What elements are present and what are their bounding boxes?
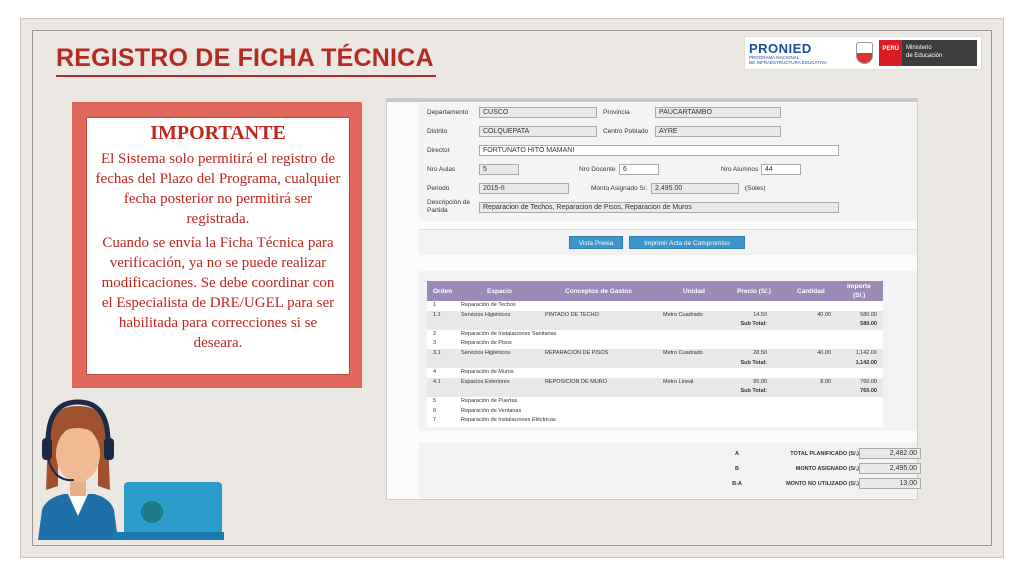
cell-importe: 760.00 — [860, 378, 877, 385]
form-screenshot — [386, 98, 918, 500]
alumnos-field[interactable]: 44 — [761, 164, 801, 175]
pronied-name: PRONIED — [749, 40, 812, 56]
support-agent-illustration — [34, 398, 224, 540]
total-code: A — [735, 451, 739, 457]
cell-orden: 7 — [433, 417, 437, 424]
total-label: TOTAL PLANIFICADO (S/.) — [790, 451, 859, 457]
totals-row — [419, 476, 917, 491]
cell-precio: Sub Total: — [740, 321, 767, 328]
col-orden: Orden — [433, 288, 453, 295]
pronied-logo — [749, 42, 848, 65]
table-row — [427, 397, 883, 407]
slide-title: REGISTRO DE FICHA TÉCNICA — [56, 44, 434, 72]
descripcion-label-2: Partida — [427, 207, 448, 214]
periodo-field[interactable]: 2015-II — [479, 183, 569, 194]
cell-importe: 760.00 — [860, 388, 877, 395]
ministerio-badge — [902, 40, 977, 66]
total-code: B — [735, 466, 739, 472]
totals-row — [419, 461, 917, 476]
cell-espacio: Reparación de Muros — [461, 369, 514, 376]
table-row — [427, 349, 883, 359]
cell-espacio: Reparación de Techos — [461, 302, 516, 308]
totals-panel — [419, 442, 917, 498]
total-value-field[interactable]: 13.00 — [859, 478, 921, 489]
alumnos-label: Nro Alumnos — [721, 166, 759, 173]
cell-concepto: PINTADO DE TECHO — [545, 311, 599, 318]
table-row — [427, 301, 883, 311]
important-paragraph-1: El Sistema solo permitirá el registro de fechas del Plazo del Programa, cualquier fecha posterior no permitirá ser registrada. — [95, 151, 341, 227]
table-row — [427, 368, 883, 378]
departamento-label: Departamento — [427, 109, 469, 116]
cell-precio: Sub Total: — [740, 359, 767, 366]
table-row — [427, 330, 883, 340]
table-row — [427, 416, 883, 426]
cell-concepto: REPARACION DE PISOS — [545, 350, 609, 356]
cell-unidad: Metro Cuadrado — [663, 311, 703, 318]
cell-espacio: Reparación de Instalaciones Eléctricas — [461, 417, 556, 424]
cell-orden: 1.1 — [433, 311, 441, 318]
aulas-field[interactable]: 5 — [479, 164, 519, 175]
total-value-field[interactable]: 2,482.00 — [859, 448, 921, 459]
monto-asignado-label: Monto Asignado S/. — [591, 185, 648, 192]
table-row — [427, 339, 883, 349]
cell-espacio: Reparación de Puertas — [461, 398, 518, 404]
ficha-form — [419, 103, 917, 221]
docente-field[interactable]: 6 — [619, 164, 659, 175]
cell-unidad: Metro Lineal — [663, 378, 694, 385]
table-row — [427, 311, 883, 321]
cell-espacio: Servicios Higiénicos — [461, 311, 511, 318]
cell-cantidad: 8.00 — [820, 378, 831, 385]
director-label: Director — [427, 147, 450, 154]
total-label: MONTO ASIGNADO (S/.) — [795, 466, 859, 472]
cell-espacio: Servicios Higiénicos — [461, 350, 511, 356]
vista-previa-button[interactable]: Vista Previa — [569, 236, 623, 249]
cell-precio: 14.50 — [753, 311, 767, 318]
provincia-label: Provincia — [603, 109, 630, 116]
provincia-field[interactable]: PAUCARTAMBO — [655, 107, 781, 118]
centro-poblado-field[interactable]: AYRE — [655, 126, 781, 137]
table-row — [427, 320, 883, 330]
descripcion-field[interactable]: Reparacion de Techos, Reparacion de Pisos, Reparacion de Muros — [479, 202, 839, 213]
cell-espacio: Espacios Exteriores — [461, 378, 510, 385]
ministerio-line2: de Educación — [905, 53, 943, 59]
col-importe-2: (S/.) — [853, 292, 866, 299]
col-precio: Precio (S/.) — [737, 288, 771, 295]
ministerio-line1: Ministerio — [905, 45, 932, 51]
important-box — [86, 117, 350, 375]
cell-orden: 4 — [433, 369, 437, 376]
header-logos — [744, 36, 982, 70]
cell-cantidad: 40.00 — [817, 350, 831, 356]
docente-label: Nro Docente — [579, 166, 616, 173]
descripcion-label-1: Descripción de — [427, 199, 470, 206]
totals-row — [419, 446, 917, 461]
departamento-field[interactable]: CUSCO — [479, 107, 597, 118]
cell-importe: 1,142.00 — [855, 359, 877, 366]
centro-poblado-label: Centro Poblado — [603, 128, 649, 135]
imprimir-acta-button[interactable]: Imprimir Acta de Compromiso — [629, 236, 745, 249]
cell-orden: 3 — [433, 340, 437, 347]
table-header — [427, 281, 883, 301]
cell-precio: 95.00 — [753, 378, 767, 385]
cell-precio: Sub Total: — [740, 388, 767, 395]
director-field[interactable]: FORTUNATO HITO MAMANI — [479, 145, 839, 156]
table-row — [427, 378, 883, 388]
col-espacio: Espacio — [487, 288, 512, 295]
important-title: IMPORTANTE — [150, 122, 286, 144]
distrito-label: Distrito — [427, 128, 448, 135]
col-cantidad: Cantidad — [797, 288, 825, 295]
cell-orden: 6 — [433, 407, 437, 414]
col-importe-1: Importe — [847, 283, 871, 290]
pronied-sub1: PROGRAMA NACIONAL — [749, 54, 800, 60]
total-value-field[interactable]: 2,495.00 — [859, 463, 921, 474]
cell-concepto: REPOSICION DE MURO — [545, 378, 608, 385]
total-label: MONTO NO UTILIZADO (S/.) — [786, 481, 859, 487]
table-row — [427, 387, 883, 397]
table-row — [427, 407, 883, 417]
cell-orden: 5 — [433, 398, 437, 404]
pronied-sub2: DE INFRAESTRUCTURA EDUCATIVA — [749, 59, 827, 65]
periodo-label: Periodo — [427, 185, 450, 192]
cell-importe: 1,142.00 — [855, 350, 877, 356]
distrito-field[interactable]: COLQUEPATA — [479, 126, 597, 137]
col-conceptos: Conceptos de Gastos — [565, 288, 632, 295]
cell-importe: 580.00 — [860, 321, 877, 328]
soles-label: (Soles) — [745, 185, 766, 192]
aulas-label: Nro Aulas — [427, 166, 456, 173]
cell-espacio: Reparación de Pisos — [461, 340, 512, 347]
cell-unidad: Metro Cuadrado — [663, 350, 703, 356]
cell-orden: 2 — [433, 330, 437, 337]
cell-orden: 3.1 — [433, 350, 441, 356]
cell-orden: 1 — [433, 302, 437, 308]
screenshot-topbar — [387, 99, 917, 102]
cell-cantidad: 40.00 — [817, 311, 831, 318]
col-unidad: Unidad — [683, 288, 706, 295]
partidas-table — [419, 271, 917, 431]
title-underline — [56, 75, 436, 77]
coat-of-arms-icon — [856, 42, 874, 64]
action-bar — [419, 229, 917, 255]
cell-espacio: Reparación de Instalaciones Sanitarias — [461, 330, 557, 337]
important-paragraph-2: Cuando se envía la Ficha Técnica para verificación, ya no se puede realizar modificaciones. Se debe coordinar con el Especialista de DRE/UGEL para ser habilitada para correcciones si se deseara. — [101, 235, 335, 351]
table-row — [427, 359, 883, 369]
cell-importe: 580.00 — [860, 311, 877, 318]
cell-precio: 28.50 — [753, 350, 767, 356]
peru-badge: PERÚ — [879, 40, 902, 66]
total-code: B-A — [732, 481, 742, 487]
cell-espacio: Reparación de Ventanas — [461, 407, 522, 414]
cell-orden: 4.1 — [433, 378, 441, 385]
table-body — [427, 301, 883, 427]
monto-asignado-field[interactable]: 2,495.00 — [651, 183, 739, 194]
